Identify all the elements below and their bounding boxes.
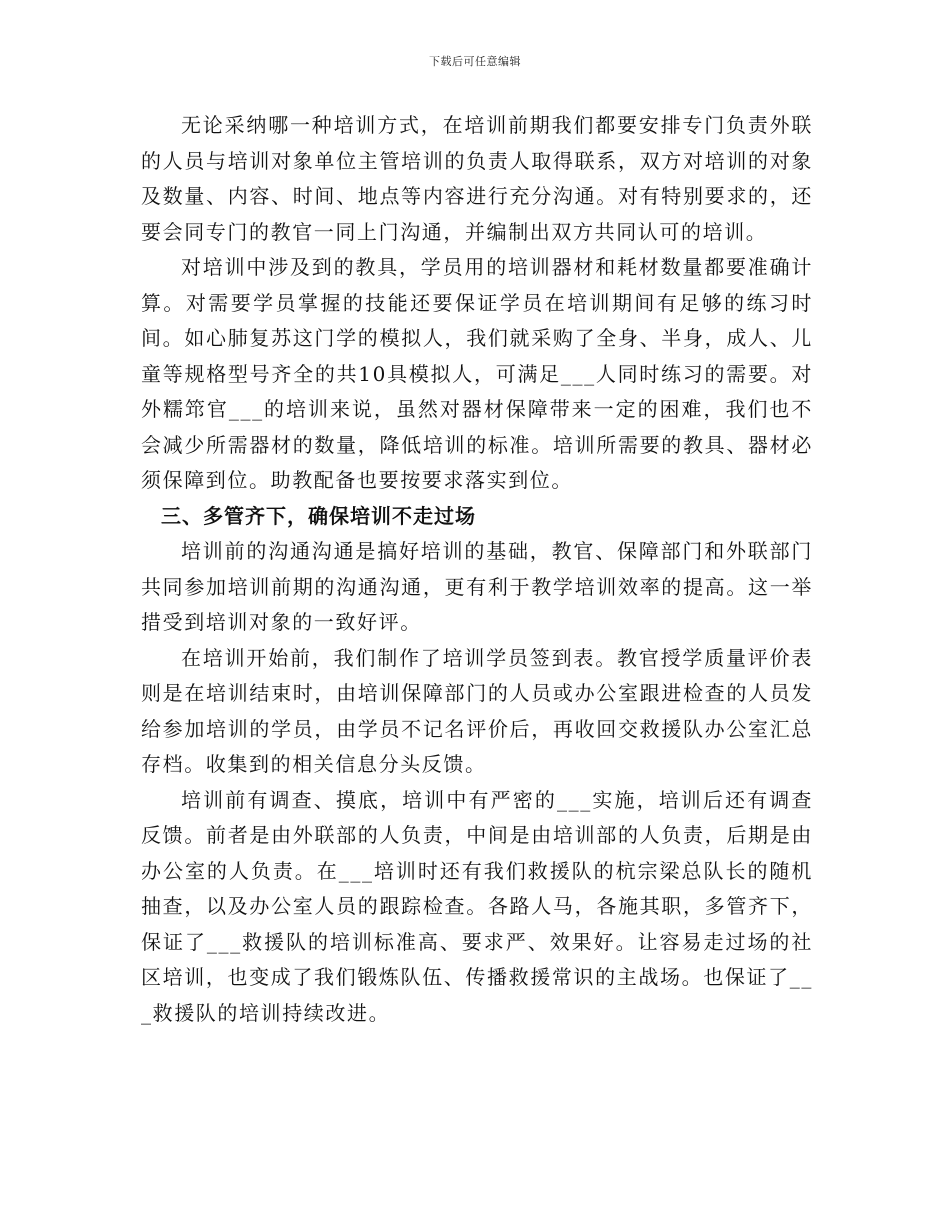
paragraph-sign-in-evaluation: 在培训开始前，我们制作了培训学员签到表。教官授学质量评价表则是在培训结束时，由培训保障部门的人员或办公室跟进检查的人员发给参加培训的学员，由学员不记名评价后，再收回交救援队办公室汇总存档。收集到的相关信息分头反馈。	[141, 645, 813, 776]
paragraph-training-liaison: 无论采纳哪一种培训方式，在培训前期我们都要安排专门负责外联的人员与培训对象单位主管培训的负责人取得联系，双方对培训的对象及数量、内容、时间、地点等内容进行充分沟通。对有特别要求的，还要会同专门的教官一同上门沟通，并编制出双方共同认可的培训。	[141, 113, 813, 244]
section-heading-3: 三、多管齐下，确保培训不走过场	[161, 503, 476, 528]
paragraph-multi-management: 培训前有调查、摸底，培训中有严密的___实施，培训后还有调查反馈。前者是由外联部的人负责，中间是由培训部的人负责，后期是由办公室的人负责。在___培训时还有我们救援队的杭宗梁总队长的随机抽查，以及办公室人员的跟踪检查。各路人马，各施其职，多管齐下，保证了___救援队的培训标准高、要求严、效果好。让容易走过场的社区培训，也变成了我们锻炼队伍、传播救援常识的主战场。也保证了___救援队的培训持续改进。	[141, 787, 813, 1025]
page-header: 下载后可任意编辑	[429, 55, 521, 68]
document-body	[141, 108, 813, 1031]
paragraph-training-equipment: 对培训中涉及到的教具，学员用的培训器材和耗材数量都要准确计算。对需要学员掌握的技能还要保证学员在培训期间有足够的练习时间。如心肺复苏这门学的模拟人，我们就采购了全身、半身，成人、儿童等规格型号齐全的共10具模拟人，可满足___人同时练习的需要。对外糯筇官___的培训来说，虽然对器材保障带来一定的困难，我们也不会减少所需器材的数量，降低培训的标准。培训所需要的教具、器材必须保障到位。助教配备也要按要求落实到位。	[141, 255, 813, 492]
paragraph-pre-training-communication: 培训前的沟通沟通是搞好培训的基础，教官、保障部门和外联部门共同参加培训前期的沟通沟通，更有利于教学培训效率的提高。这一举措受到培训对象的一致好评。	[141, 539, 813, 634]
